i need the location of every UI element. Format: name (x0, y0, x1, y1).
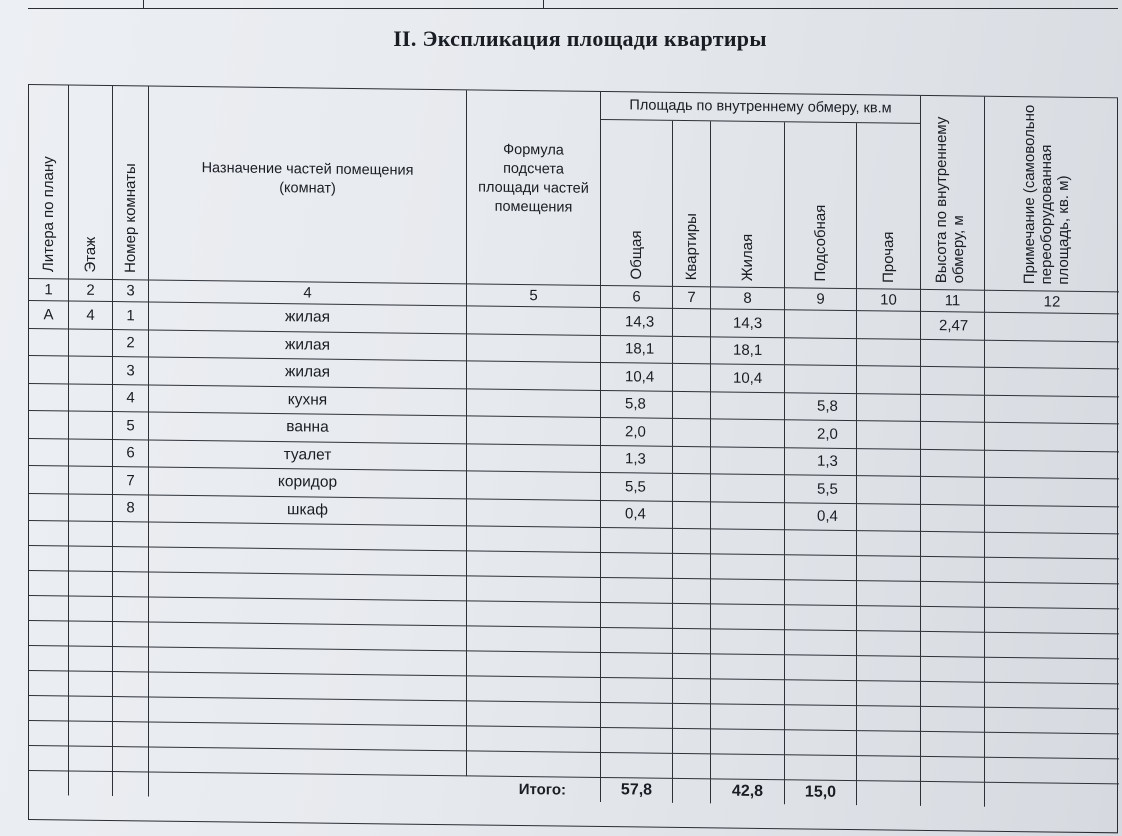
cell-formula (467, 389, 601, 418)
explication-table (28, 84, 1118, 833)
header-room-number: Номер комнаты (113, 86, 149, 280)
cell-other (857, 339, 921, 367)
cell-aux: 5,5 (785, 475, 857, 503)
cell-note (985, 313, 1119, 342)
cell-litera (29, 439, 69, 467)
cell-aux: 2,0 (785, 420, 857, 448)
empty-cell (149, 522, 467, 551)
cell-aux (785, 338, 857, 366)
empty-cell (985, 558, 1119, 585)
cell-litera (29, 411, 69, 439)
empty-cell (601, 528, 673, 554)
cell-note (985, 450, 1119, 479)
empty-cell (29, 646, 69, 671)
empty-cell (113, 622, 149, 647)
empty-cell (785, 555, 857, 581)
cell-apartment (673, 364, 711, 392)
empty-cell (29, 521, 69, 546)
totals-note (985, 783, 1119, 809)
empty-cell (857, 581, 921, 607)
cell-note (985, 395, 1119, 424)
cell-room: 2 (113, 330, 149, 358)
empty-cell (29, 771, 69, 795)
empty-cell (69, 647, 113, 673)
cell-aux (785, 365, 857, 393)
totals-apartment (673, 779, 711, 803)
empty-cell (785, 705, 857, 731)
column-number: 8 (711, 287, 785, 310)
empty-cell (467, 576, 601, 603)
cell-room: 6 (113, 440, 149, 468)
cell-other (857, 366, 921, 394)
cell-purpose: туалет (149, 440, 467, 471)
cell-litera (29, 384, 69, 412)
header-other-area: Прочая (857, 123, 921, 290)
empty-cell (857, 706, 921, 732)
empty-cell (985, 683, 1119, 710)
empty-cell (985, 583, 1119, 610)
cell-total: 0,4 (601, 501, 673, 529)
empty-cell (467, 701, 601, 728)
column-number: 10 (857, 289, 921, 312)
column-number: 1 (29, 279, 69, 301)
cell-aux: 1,3 (785, 448, 857, 476)
header-apartment-area: Квартиры (673, 121, 711, 287)
empty-cell (69, 622, 113, 648)
empty-cell (69, 547, 113, 573)
empty-cell (467, 651, 601, 678)
empty-cell (113, 597, 149, 622)
cell-height (921, 504, 985, 532)
empty-cell (785, 580, 857, 606)
cell-floor (69, 439, 113, 467)
empty-cell (711, 654, 785, 680)
cell-living: 10,4 (711, 364, 785, 392)
cell-floor (69, 357, 113, 385)
cell-purpose: шкаф (149, 495, 467, 526)
empty-cell (785, 630, 857, 656)
empty-cell (113, 747, 149, 772)
empty-cell (467, 751, 601, 778)
header-formula: Формула подсчета площади частей помещения (467, 90, 601, 286)
empty-cell (921, 532, 985, 558)
empty-cell (673, 529, 711, 554)
empty-cell (69, 597, 113, 623)
empty-cell (601, 753, 673, 779)
empty-cell (113, 672, 149, 697)
empty-cell (673, 554, 711, 579)
empty-cell (29, 721, 69, 746)
empty-cell (673, 654, 711, 679)
empty-cell (921, 607, 985, 633)
header-area-group: Площадь по внутреннему обмеру, кв.м (601, 92, 921, 124)
empty-cell (857, 531, 921, 557)
empty-cell (711, 629, 785, 655)
cell-other (857, 449, 921, 477)
empty-cell (601, 603, 673, 629)
empty-cell (113, 647, 149, 672)
cell-floor: 4 (69, 302, 113, 330)
cell-formula (467, 444, 601, 473)
cell-total: 2,0 (601, 418, 673, 446)
cell-apartment (673, 419, 711, 447)
cell-note (985, 505, 1119, 534)
empty-cell (711, 529, 785, 555)
empty-cell (467, 551, 601, 578)
cell-formula (467, 334, 601, 363)
cell-floor (69, 467, 113, 495)
cell-living: 18,1 (711, 337, 785, 365)
empty-cell (69, 772, 113, 797)
empty-cell (467, 626, 601, 653)
cell-litera (29, 356, 69, 384)
empty-cell (113, 697, 149, 722)
empty-cell (467, 601, 601, 628)
empty-cell (785, 680, 857, 706)
totals-height (921, 782, 985, 807)
cell-room: 1 (113, 302, 149, 330)
header-litera: Литера по плану (29, 85, 69, 279)
header-note: Примечание (самовольно переоборудованная площадь, кв. м) (985, 97, 1119, 293)
empty-cell (857, 556, 921, 582)
cell-aux: 5,8 (785, 393, 857, 421)
empty-cell (785, 655, 857, 681)
cell-litera (29, 329, 69, 357)
totals-living: 42,8 (711, 779, 785, 804)
cell-total: 18,1 (601, 336, 673, 364)
empty-cell (29, 546, 69, 571)
empty-cell (29, 571, 69, 596)
cell-room: 8 (113, 495, 149, 523)
empty-cell (467, 726, 601, 753)
column-number: 12 (985, 291, 1119, 315)
cell-apartment (673, 336, 711, 364)
empty-cell (857, 606, 921, 632)
cell-apartment (673, 501, 711, 529)
empty-cell (857, 731, 921, 757)
cell-floor (69, 412, 113, 440)
cell-purpose: ванна (149, 412, 467, 443)
empty-cell (921, 582, 985, 608)
header-total-area: Общая (601, 120, 673, 287)
empty-cell (601, 678, 673, 704)
cell-purpose: жилая (149, 302, 467, 333)
empty-cell (673, 604, 711, 629)
header-height: Высота по внутреннему обмеру, м (921, 96, 985, 291)
cell-floor (69, 384, 113, 412)
empty-cell (29, 596, 69, 621)
fragment-divider (543, 0, 544, 8)
empty-cell (69, 672, 113, 698)
empty-cell (113, 522, 149, 547)
empty-cell (857, 681, 921, 707)
cell-living (711, 447, 785, 475)
empty-cell (673, 754, 711, 779)
empty-cell (785, 530, 857, 556)
empty-cell (601, 653, 673, 679)
cell-living: 14,3 (711, 309, 785, 337)
cell-other (857, 394, 921, 422)
header-floor: Этаж (69, 86, 113, 281)
cell-height (921, 477, 985, 505)
header-auxiliary-area: Подсобная (785, 122, 857, 289)
empty-cell (985, 758, 1119, 785)
cell-formula (467, 361, 601, 390)
empty-cell (149, 647, 467, 676)
cell-height (921, 449, 985, 477)
cell-note (985, 478, 1119, 507)
cell-formula (467, 416, 601, 445)
cell-height (921, 339, 985, 367)
empty-cell (149, 597, 467, 626)
column-number: 11 (921, 290, 985, 313)
cell-note (985, 340, 1119, 369)
empty-cell (921, 632, 985, 658)
empty-cell (149, 722, 467, 751)
totals-aux: 15,0 (785, 780, 857, 805)
cell-living (711, 502, 785, 530)
empty-cell (29, 746, 69, 771)
cell-formula (467, 306, 601, 335)
empty-cell (69, 722, 113, 748)
cell-room: 5 (113, 412, 149, 440)
empty-cell (113, 547, 149, 572)
empty-cell (149, 697, 467, 726)
cell-litera (29, 494, 69, 522)
cell-living (711, 419, 785, 447)
cell-formula (467, 471, 601, 500)
empty-cell (149, 747, 467, 776)
empty-cell (711, 554, 785, 580)
column-number: 9 (785, 288, 857, 311)
cell-room: 3 (113, 357, 149, 385)
empty-cell (921, 707, 985, 733)
empty-cell (69, 572, 113, 598)
empty-cell (857, 656, 921, 682)
cell-total: 5,8 (601, 391, 673, 419)
empty-cell (921, 657, 985, 683)
cell-apartment (673, 446, 711, 474)
empty-cell (601, 628, 673, 654)
empty-cell (29, 671, 69, 696)
empty-cell (985, 533, 1119, 560)
totals-total: 57,8 (601, 778, 673, 803)
empty-cell (921, 757, 985, 783)
cell-other (857, 421, 921, 449)
cell-height: 2,47 (921, 312, 985, 340)
empty-cell (673, 629, 711, 654)
empty-cell (601, 703, 673, 729)
empty-cell (149, 622, 467, 651)
fragment-divider (143, 0, 144, 8)
column-number: 4 (149, 280, 467, 306)
cell-floor (69, 494, 113, 522)
empty-cell (601, 578, 673, 604)
empty-cell (711, 679, 785, 705)
empty-cell (601, 553, 673, 579)
cell-note (985, 423, 1119, 452)
cell-purpose: коридор (149, 467, 467, 498)
empty-cell (921, 682, 985, 708)
totals-label: Итого: (149, 772, 601, 802)
column-number: 7 (673, 287, 711, 309)
empty-cell (69, 697, 113, 723)
empty-cell (69, 522, 113, 548)
empty-cell (711, 704, 785, 730)
cell-apartment (673, 309, 711, 337)
empty-cell (69, 747, 113, 773)
cell-purpose: кухня (149, 385, 467, 416)
cell-formula (467, 499, 601, 528)
cell-room: 7 (113, 467, 149, 495)
empty-cell (711, 604, 785, 630)
empty-cell (985, 733, 1119, 760)
empty-cell (857, 631, 921, 657)
empty-cell (601, 728, 673, 754)
cell-living (711, 474, 785, 502)
cell-note (985, 368, 1119, 397)
empty-cell (711, 729, 785, 755)
cell-litera: А (29, 301, 69, 329)
empty-cell (985, 633, 1119, 660)
cell-purpose: жилая (149, 330, 467, 361)
empty-cell (467, 526, 601, 553)
cell-floor (69, 329, 113, 357)
cell-height (921, 422, 985, 450)
cell-aux: 0,4 (785, 503, 857, 531)
column-number: 2 (69, 280, 113, 303)
cell-other (857, 311, 921, 339)
empty-cell (149, 547, 467, 576)
empty-cell (29, 621, 69, 646)
cell-room: 4 (113, 385, 149, 413)
totals-other (857, 781, 921, 806)
cell-total: 14,3 (601, 308, 673, 336)
cell-other (857, 504, 921, 532)
empty-cell (467, 676, 601, 703)
empty-cell (673, 704, 711, 729)
cell-height (921, 394, 985, 422)
cell-apartment (673, 391, 711, 419)
empty-cell (785, 755, 857, 781)
empty-cell (113, 722, 149, 747)
previous-table-fragment (28, 0, 1118, 9)
empty-cell (921, 557, 985, 583)
page-title: II. Экспликация площади квартиры (393, 26, 767, 51)
empty-cell (673, 579, 711, 604)
cell-aux (785, 310, 857, 338)
cell-living (711, 392, 785, 420)
empty-cell (149, 572, 467, 601)
cell-litera (29, 466, 69, 494)
empty-cell (857, 756, 921, 782)
column-number: 3 (113, 280, 149, 302)
empty-cell (711, 754, 785, 780)
empty-cell (29, 696, 69, 721)
column-number: 6 (601, 286, 673, 309)
cell-other (857, 476, 921, 504)
empty-cell (711, 579, 785, 605)
empty-cell (985, 608, 1119, 635)
empty-cell (113, 772, 149, 796)
cell-total: 5,5 (601, 473, 673, 501)
empty-cell (673, 729, 711, 754)
empty-cell (673, 679, 711, 704)
header-purpose: Назначение частей помещения (комнат) (149, 86, 467, 284)
cell-total: 10,4 (601, 363, 673, 391)
cell-purpose: жилая (149, 357, 467, 388)
cell-apartment (673, 474, 711, 502)
empty-cell (785, 730, 857, 756)
empty-cell (985, 708, 1119, 735)
cell-height (921, 367, 985, 395)
empty-cell (985, 658, 1119, 685)
empty-cell (921, 732, 985, 758)
header-living-area: Жилая (711, 121, 785, 288)
column-number: 5 (467, 284, 601, 308)
empty-cell (785, 605, 857, 631)
cell-total: 1,3 (601, 446, 673, 474)
empty-cell (113, 572, 149, 597)
empty-cell (149, 672, 467, 701)
